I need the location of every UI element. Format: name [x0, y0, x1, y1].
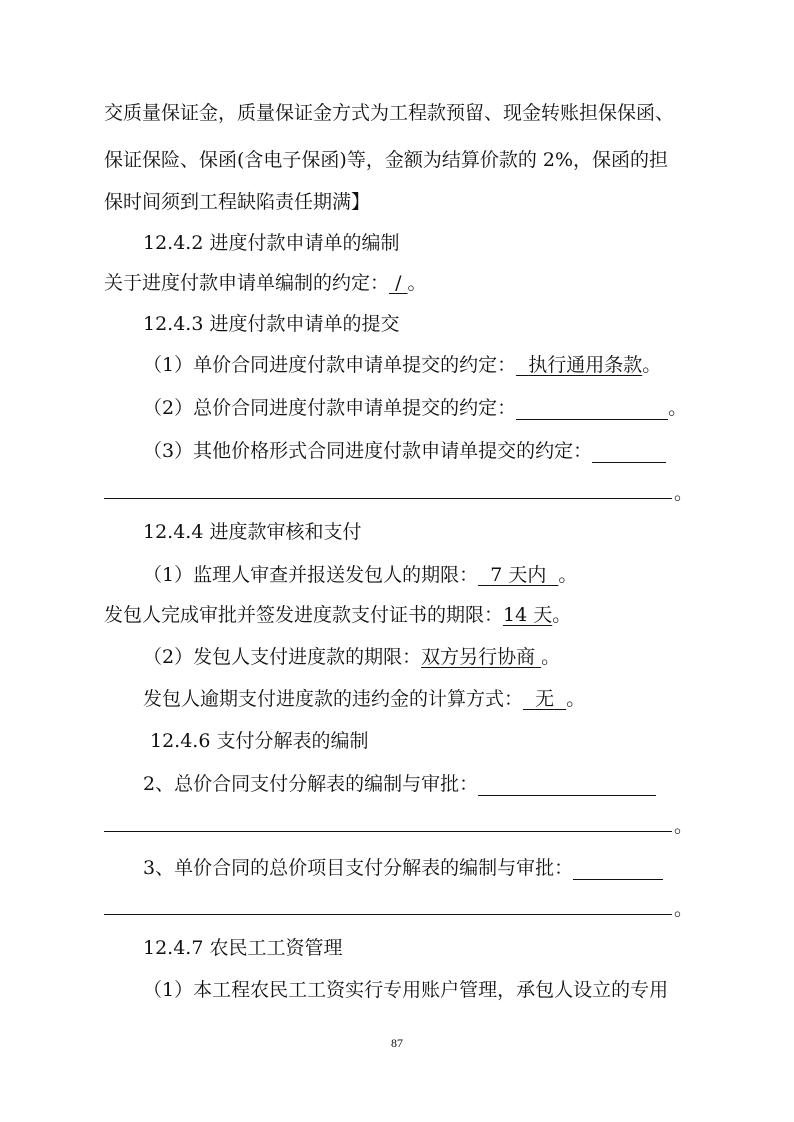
unit-price-schedule-clause: 3、单价合同的总价项目支付分解表的编制与审批： [0, 853, 794, 883]
blank-fill-line [516, 397, 668, 420]
paragraph-line-2: 保证保险、保函(含电子保函)等，金额为结算价款的 2%，保函的担 [104, 149, 669, 171]
blank-fill-line [478, 773, 656, 796]
section-heading-12-4-2: 12.4.2 进度付款申请单的编制 [143, 232, 400, 254]
blank-fill-line [573, 857, 663, 880]
blank-fill-line [104, 914, 672, 915]
lump-sum-submit-clause: （2）总价合同进度付款申请单提交的约定： 。 [143, 397, 688, 419]
filled-value: 执行通用条款 [528, 354, 643, 376]
unit-price-submit-clause: （1）单价合同进度付款申请单提交的约定： 执行通用条款。 [143, 354, 662, 376]
blank-fill-line [104, 831, 672, 832]
filled-value: / [395, 272, 402, 294]
filled-value: 7 天内 [490, 564, 547, 586]
blank-fill-line [104, 498, 672, 499]
paragraph-line-3: 保时间须到工程缺陷责任期满】 [104, 191, 371, 213]
period-mark: 。 [674, 898, 694, 920]
blank-fill-line [592, 440, 666, 463]
period-mark: 。 [674, 482, 694, 504]
filled-value: 无 [535, 688, 555, 710]
section-heading-12-4-4: 12.4.4 进度款审核和支付 [143, 521, 362, 543]
late-payment-penalty-clause: 发包人逾期支付进度款的违约金的计算方式： 无 。 [143, 688, 586, 710]
other-price-submit-clause: （3）其他价格形式合同进度付款申请单提交的约定： [0, 436, 794, 466]
page-number: 87 [391, 1036, 403, 1050]
migrant-wage-clause: （1）本工程农民工工资实行专用账户管理，承包人设立的专用 [143, 979, 669, 1001]
lump-sum-schedule-clause: 2、总价合同支付分解表的编制与审批： [0, 769, 794, 799]
supervisor-review-clause: （1）监理人审查并报送发包人的期限： 7 天内 。 [143, 564, 578, 586]
period-mark: 。 [674, 815, 694, 837]
clause-label: 关于进度付款申请单编制的约定： [104, 272, 390, 294]
progress-payment-compile-clause: 关于进度付款申请单编制的约定： / 。 [104, 272, 427, 294]
paragraph-line-1: 交质量保证金，质量保证金方式为工程款预留、现金转账担保保函、 [104, 102, 675, 124]
payment-period-clause: （2）发包人支付进度款的期限：双方另行协商 。 [143, 646, 561, 668]
section-heading-12-4-3: 12.4.3 进度付款申请单的提交 [143, 313, 400, 335]
section-heading-12-4-7: 12.4.7 农民工工资管理 [143, 937, 343, 959]
filled-value: 14 天 [503, 604, 553, 626]
approval-period-clause: 发包人完成审批并签发进度款支付证书的期限：14 天。 [104, 604, 572, 626]
section-heading-12-4-6: 12.4.6 支付分解表的编制 [150, 730, 369, 752]
filled-value: 双方另行协商 [421, 646, 536, 668]
